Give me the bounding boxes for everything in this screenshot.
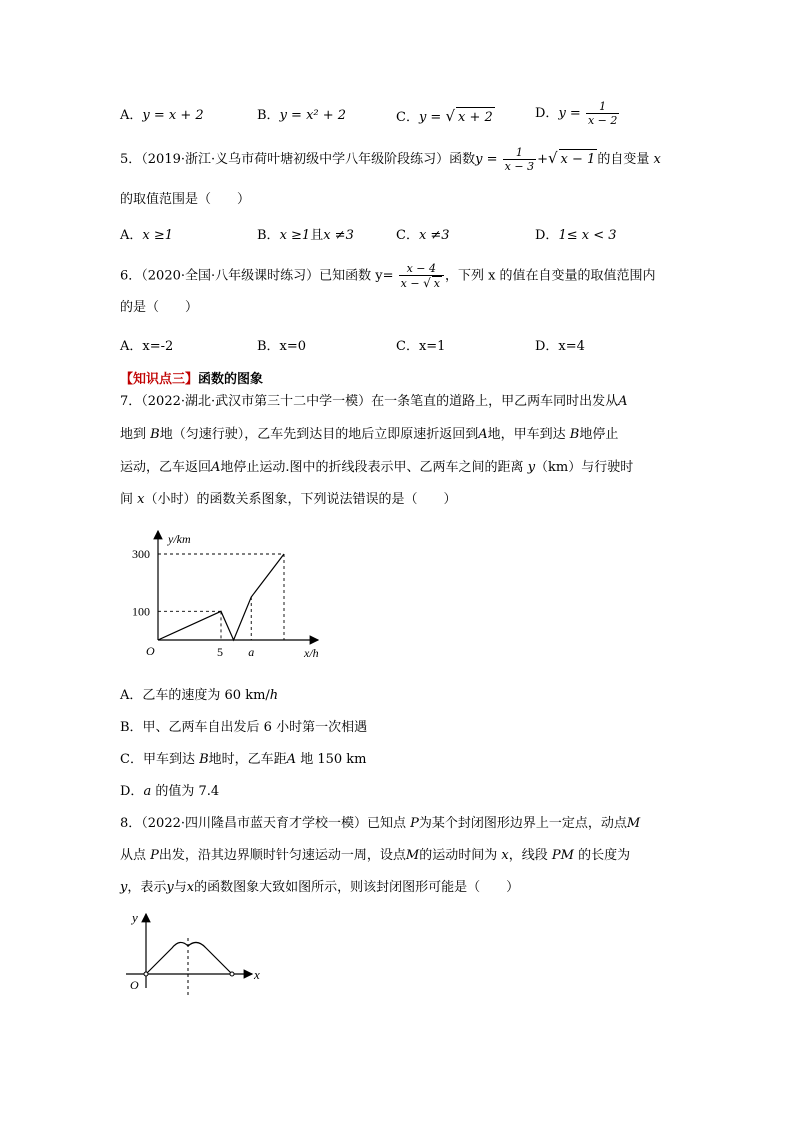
point-label: A (618, 394, 628, 409)
q5-option-d (535, 226, 617, 246)
stem-text: 地，甲车到达 (487, 427, 566, 442)
point-label: A (478, 427, 488, 442)
q8-length-time-chart (118, 908, 268, 998)
option-text: C．甲车到达 (120, 752, 195, 767)
option-label: B． (257, 228, 280, 243)
q7-option-b (120, 718, 367, 738)
question-number: 5． (120, 152, 142, 167)
point-label: B (199, 752, 209, 767)
option-math: x ≠3 (323, 228, 354, 243)
question-number: 6． (120, 268, 142, 284)
y-tick-label-300: 300 (132, 547, 150, 561)
option-math: 1≤ x < 3 (558, 228, 617, 243)
option-text: 地时，乙车距 (208, 752, 287, 767)
q7-stem-line1 (120, 392, 628, 412)
stem-text: 出发，沿其边界顺时针匀速运动一周，设点 (158, 848, 406, 863)
knowledge-label: 知识点三 (133, 372, 186, 387)
question-number: 7． (120, 394, 142, 409)
knowledge-point-heading (120, 368, 263, 387)
q8-stem-line1 (120, 814, 640, 834)
q7-option-d (120, 782, 219, 802)
q5-option-c (396, 226, 450, 246)
segment-label: PM (551, 848, 574, 863)
x-axis-label: x (254, 967, 260, 982)
stem-text: 地停止运动.图中的折线段表示甲、乙两车之间的距离 (220, 460, 524, 475)
option-text: A．x=-2 (120, 339, 174, 354)
stem-text: 的长度为 (578, 848, 631, 863)
q5-stem-line2 (120, 190, 250, 210)
q6-stem-line1 (120, 262, 656, 290)
numerator: x − 4 (406, 262, 436, 275)
q6-option-a (120, 337, 173, 357)
q7-stem-line3 (120, 458, 633, 478)
q6-option-c (396, 337, 445, 357)
stem-text: 地（匀速行驶），乙车先到达目的地后立即原速折返回到 (159, 427, 479, 442)
sqrt-sign: √ (547, 149, 558, 167)
stem-text: （km）与行驶时 (535, 460, 634, 475)
stem-text: （2022·四川隆昌市蓝天育才学校一模）已知点 (141, 816, 406, 831)
option-math: y = x + 2 (142, 108, 204, 123)
start-point (144, 972, 148, 976)
stem-text: ，表示 (127, 880, 167, 895)
stem-text: 的运动时间为 (419, 848, 498, 863)
x-tick-label-5: 5 (217, 645, 223, 659)
option-label: A． (120, 228, 143, 243)
y-axis-label: y/km (168, 532, 191, 546)
math-var: y (527, 460, 536, 475)
q7-stem-line4 (120, 490, 457, 510)
stem-text: 的是（ ） (120, 300, 199, 315)
y-tick-label-100: 100 (132, 604, 150, 619)
math-var: y = (475, 152, 498, 167)
stem-text: 间 (120, 492, 134, 507)
q4-option-d (535, 100, 620, 127)
bracket: 【 (120, 372, 134, 387)
x-axis-label: x/h (304, 646, 319, 660)
q8-stem-line2 (120, 846, 630, 866)
bracket: 】 (185, 372, 199, 387)
q7-option-c (120, 750, 367, 770)
fraction (503, 146, 536, 173)
stem-text: 与 (173, 880, 187, 895)
stem-text: ，下列 x 的值在自变量的取值范围内 (444, 268, 656, 284)
option-text: 的值为 7.4 (155, 784, 220, 799)
q7-option-a (120, 686, 278, 706)
option-math: x ≥1 (279, 228, 311, 243)
stem-text: 的自变量 (597, 152, 650, 167)
q7-stem-line2 (120, 425, 618, 445)
math-var: x (186, 880, 195, 895)
radicand: x + 2 (456, 107, 495, 128)
sqrt-sign: √ (423, 276, 431, 290)
option-math: x ≥1 (142, 228, 174, 243)
pm-length-curve (146, 942, 232, 974)
y-axis-label: y (132, 910, 138, 925)
math-var: x (653, 152, 661, 167)
option-unit: h (269, 688, 279, 703)
option-math: y = (418, 110, 442, 125)
stem-text: 运动，乙车返回 (120, 460, 212, 475)
option-math: y = (558, 106, 581, 121)
q4-option-c (396, 106, 495, 128)
point-label: P (410, 816, 419, 831)
math-var: a (143, 784, 152, 799)
option-text: 且 (310, 228, 324, 243)
point-label: B (569, 427, 580, 442)
plus-sign: + (537, 152, 548, 167)
end-point (230, 972, 234, 976)
sqrt-sign: √ (445, 107, 456, 125)
numerator: 1 (599, 100, 607, 113)
q4-option-b (257, 106, 346, 126)
point-label: B (150, 427, 160, 442)
option-text: D．x=4 (535, 339, 585, 354)
option-label: C． (396, 228, 419, 243)
knowledge-title: 函数的图象 (198, 372, 264, 387)
stem-text: 的取值范围是（ ） (120, 192, 251, 207)
q5-option-b (257, 226, 354, 246)
q4-option-a (120, 106, 204, 126)
option-math: x ≠3 (418, 228, 450, 243)
radicand: x − 1 (559, 149, 598, 170)
fraction (586, 100, 619, 127)
denominator: x − 3 (504, 160, 535, 173)
option-label: A． (120, 108, 143, 123)
math-var: x (501, 848, 509, 863)
distance-line (158, 554, 284, 640)
stem-text: 为某个封闭图形边界上一定点，动点 (418, 816, 627, 831)
option-text: D． (120, 784, 144, 799)
math-var: x (137, 492, 145, 507)
option-text: B．x=0 (257, 339, 307, 354)
q6-stem-line2 (120, 298, 198, 318)
denominator: x − 2 (587, 114, 618, 127)
numerator: 1 (515, 146, 523, 159)
option-label: C． (396, 110, 419, 125)
stem-text: 地到 (120, 427, 147, 442)
origin-label: O (130, 978, 139, 992)
point-label: A (286, 752, 297, 767)
question-number: 8． (120, 816, 142, 831)
option-label: D． (535, 228, 559, 243)
stem-text: （2022·湖北·武汉市第三十二中学一模）在一条笔直的道路上，甲乙两车同时出发从 (141, 394, 619, 409)
denominator (399, 275, 444, 290)
math-var: y (166, 880, 174, 895)
stem-text: （小时）的函数关系图象，下列说法错误的是（ ） (144, 492, 457, 507)
q6-option-b (257, 337, 306, 357)
q5-option-a (120, 226, 173, 246)
point-label: P (150, 848, 159, 863)
q6-option-d (535, 337, 585, 357)
q5-stem-line1 (120, 146, 661, 173)
option-math: y = x² + 2 (279, 108, 347, 123)
denominator-part: x − (400, 277, 424, 290)
option-text: A．乙车的速度为 60 km/ (120, 688, 270, 703)
option-label: D． (535, 106, 559, 121)
fraction (399, 262, 444, 290)
radicand: x (433, 277, 440, 290)
stem-text: （2019·浙江·义乌市荷叶塘初级中学八年级阶段练习）函数 (141, 152, 476, 167)
stem-text: 的函数图象大致如图所示，则该封闭图形可能是（ ） (194, 880, 520, 895)
point-label: A (211, 460, 221, 475)
origin-label: O (146, 644, 155, 658)
stem-text: ，线段 (508, 848, 548, 863)
option-text: 地 150 km (300, 752, 367, 767)
math-var: y (120, 880, 128, 895)
stem-text: 从点 (120, 848, 147, 863)
x-tick-label-a: a (248, 645, 255, 659)
stem-text: 地停止 (579, 427, 619, 442)
option-label: B． (257, 108, 280, 123)
point-label: M (405, 848, 420, 863)
stem-text: （2020·全国·八年级课时练习）已知函数 y= (141, 268, 394, 284)
point-label: M (626, 816, 641, 831)
option-text: B．甲、乙两车自出发后 6 小时第一次相遇 (120, 720, 368, 735)
option-text: C．x=1 (396, 339, 446, 354)
q8-stem-line3 (120, 878, 519, 898)
q7-distance-time-chart (118, 525, 338, 665)
